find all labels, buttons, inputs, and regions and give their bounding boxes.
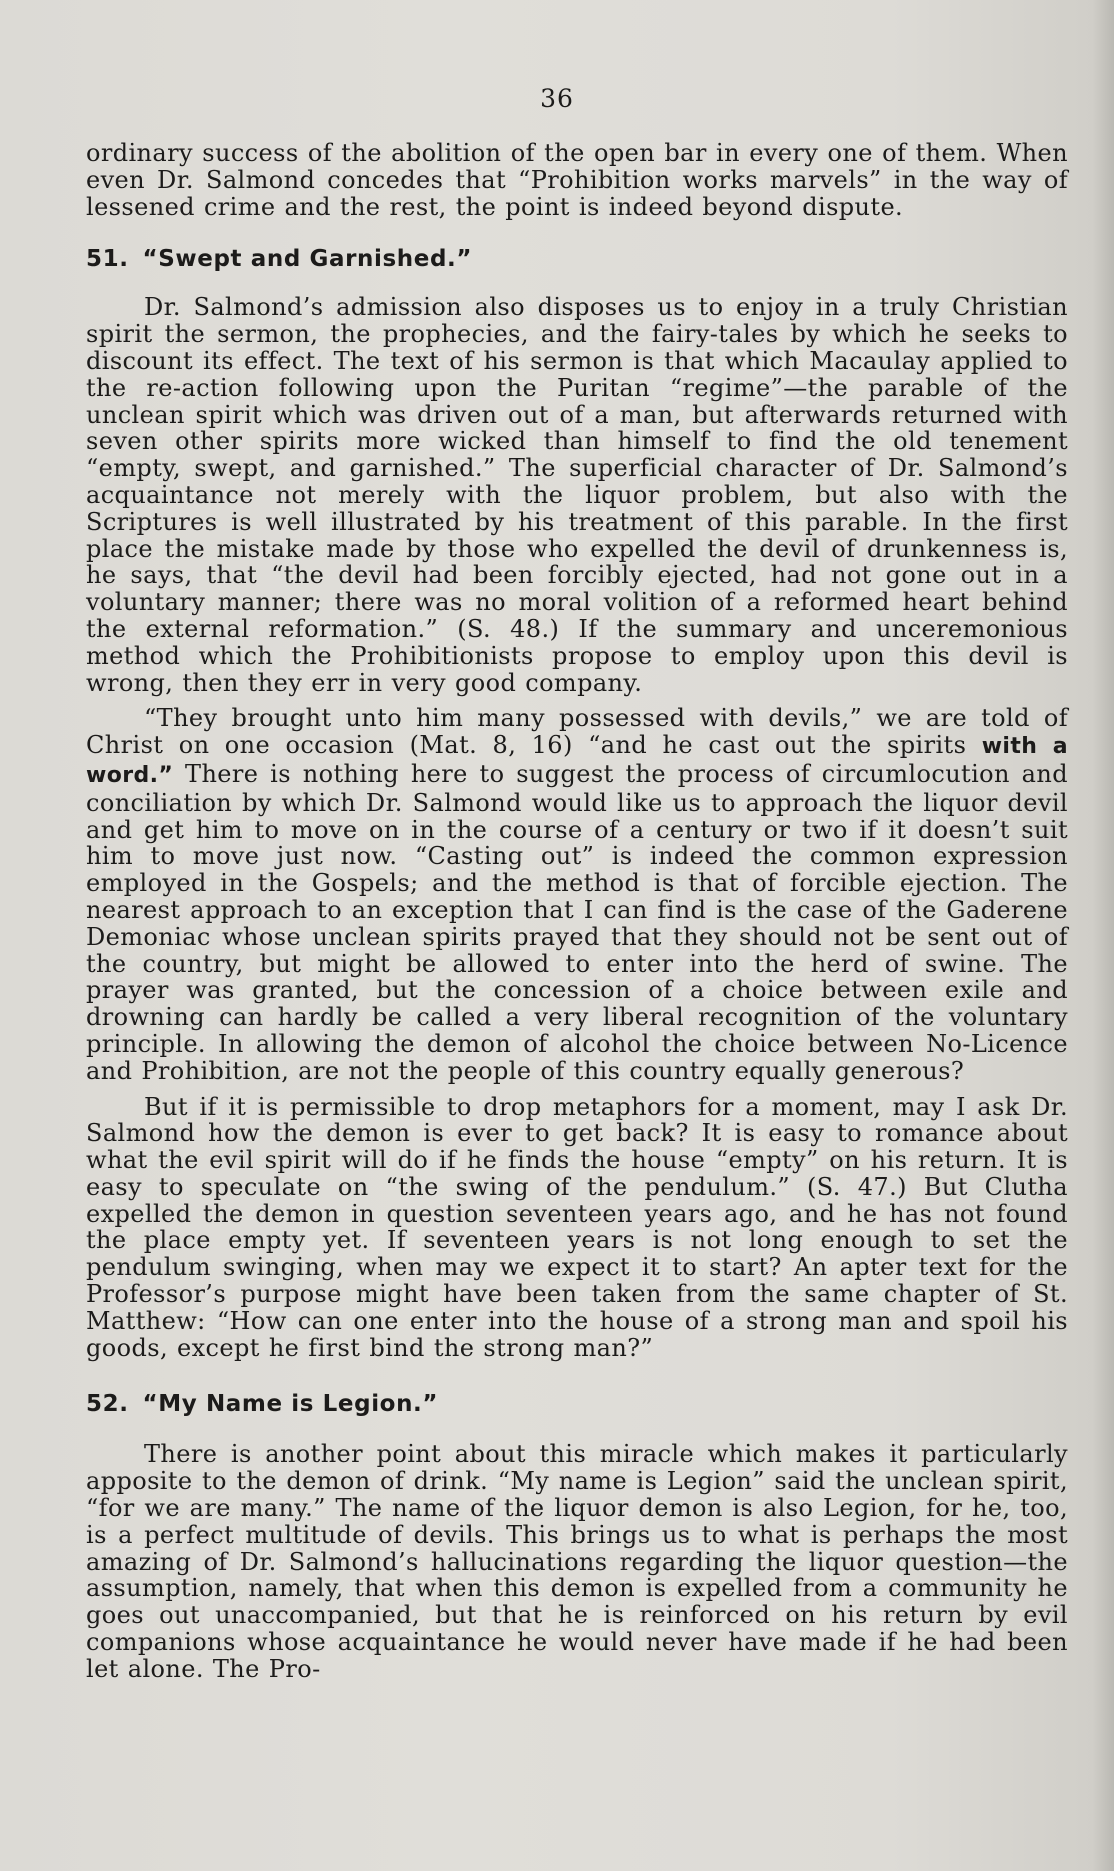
paragraph-legion: There is another point about this miracle which makes it particularly apposite to the demon of drink. “My name is Legion” said the unclean spirit, “for we are many.” The name of the liquor demon is also Legion, for he, too, is a perfect multitude of devils. This brings us to what is perhaps the most amazing of Dr. Salmond’s hallucinations regarding the liquor question—the assumption, namely, that when this demon is expelled from a community he goes out unaccompanied, but that he is reinforced on his return by evil companions whose acquaintance he would never have made if he had been let alone. The Pro-	[86, 1440, 1068, 1683]
section-heading-51	[86, 246, 1068, 272]
section-number: 52.	[86, 1391, 129, 1418]
page-number: 36	[540, 84, 574, 113]
paragraph-salmond-admission: Dr. Salmond’s admission also disposes us to enjoy in a truly Christian spirit the sermon, the prophecies, and the fairy-tales by which he seeks to discount its effect. The text of his sermon is that which Macaulay applied to the re-action following upon the Puritan “regime”—the parable of the unclean spirit which was driven out of a man, but afterwards returned with seven other spirits more wicked than himself to find the old tenement “empty, swept, and garnished.” The superficial character of Dr. Salmond’s acquaintance not merely with the liquor problem, but also with the Scriptures is well illustrated by his treatment of this parable. In the first place the mistake made by those who expelled the devil of drunkenness is, he says, that “the devil had been forcibly ejected, had not gone out in a voluntary manner; there was no moral volition of a reformed heart behind the external reformation.” (S. 48.) If the summary and unceremonious method which the Prohibitionists propose to employ upon this devil is wrong, then they err in very good company.	[86, 293, 1068, 697]
section-title: “Swept and Garnished.”	[142, 246, 473, 273]
paragraph-text: There is nothing here to suggest the process of circumlocution and conciliation by which Dr. Salmond would like us to approach the liquor devil and get him to move on in the course of a century or two if it doesn’t suit him to move just now. “Casting out” is indeed the common expression employed in the Gospels; and the method is that of forcible ejection. The nearest approach to an exception that I can find is the case of the Gaderene Demoniac whose unclean spirits prayed that they should not be sent out of the country, but might be allowed to enter into the herd of swine. The prayer was granted, but the concession of a choice between exile and drowning can hardly be called a very liberal recognition of the voluntary principle. In allowing the demon of alcohol the choice between No-Licence and Prohibition, are not the people of this country equally generous?	[86, 759, 1068, 1085]
paragraph-drop-metaphors: But if it is permissible to drop metaphors for a moment, may I ask Dr. Salmond how the demon is ever to get back? It is easy to romance about what the evil spirit will do if he finds the house “empty” on his return. It is easy to speculate on “the swing of the pendulum.” (S. 47.) But Clutha expelled the demon in question seventeen years ago, and he has not found the place empty yet. If seventeen years is not long enough to set the pendulum swinging, when may we expect it to start? An apter text for the Professor’s purpose might have been taken from the same chapter of St. Matthew: “How can one enter into the house of a strong man and spoil his goods, except he first bind the strong man?”	[86, 1092, 1068, 1362]
emphasized-text: with a word.”	[86, 734, 1068, 788]
section-title: “My Name is Legion.”	[142, 1391, 439, 1418]
page-edge-shadow	[1092, 0, 1114, 1871]
section-number: 51.	[86, 246, 129, 273]
paragraph-text: “They brought unto him many possessed with devils,” we are told of Christ on one occasion (Mat. 8, 16) “and he cast out the spirits	[86, 704, 1068, 760]
section-heading-52	[86, 1391, 1068, 1417]
paragraph-brought-unto-him	[86, 705, 1068, 1084]
page-body	[86, 140, 1068, 1683]
paragraph-continued: ordinary success of the abolition of the open bar in every one of them. When even Dr. Salmond concedes that “Prohibition works marvels” in the way of lessened crime and the rest, the point is indeed beyond dispute.	[86, 139, 1068, 221]
